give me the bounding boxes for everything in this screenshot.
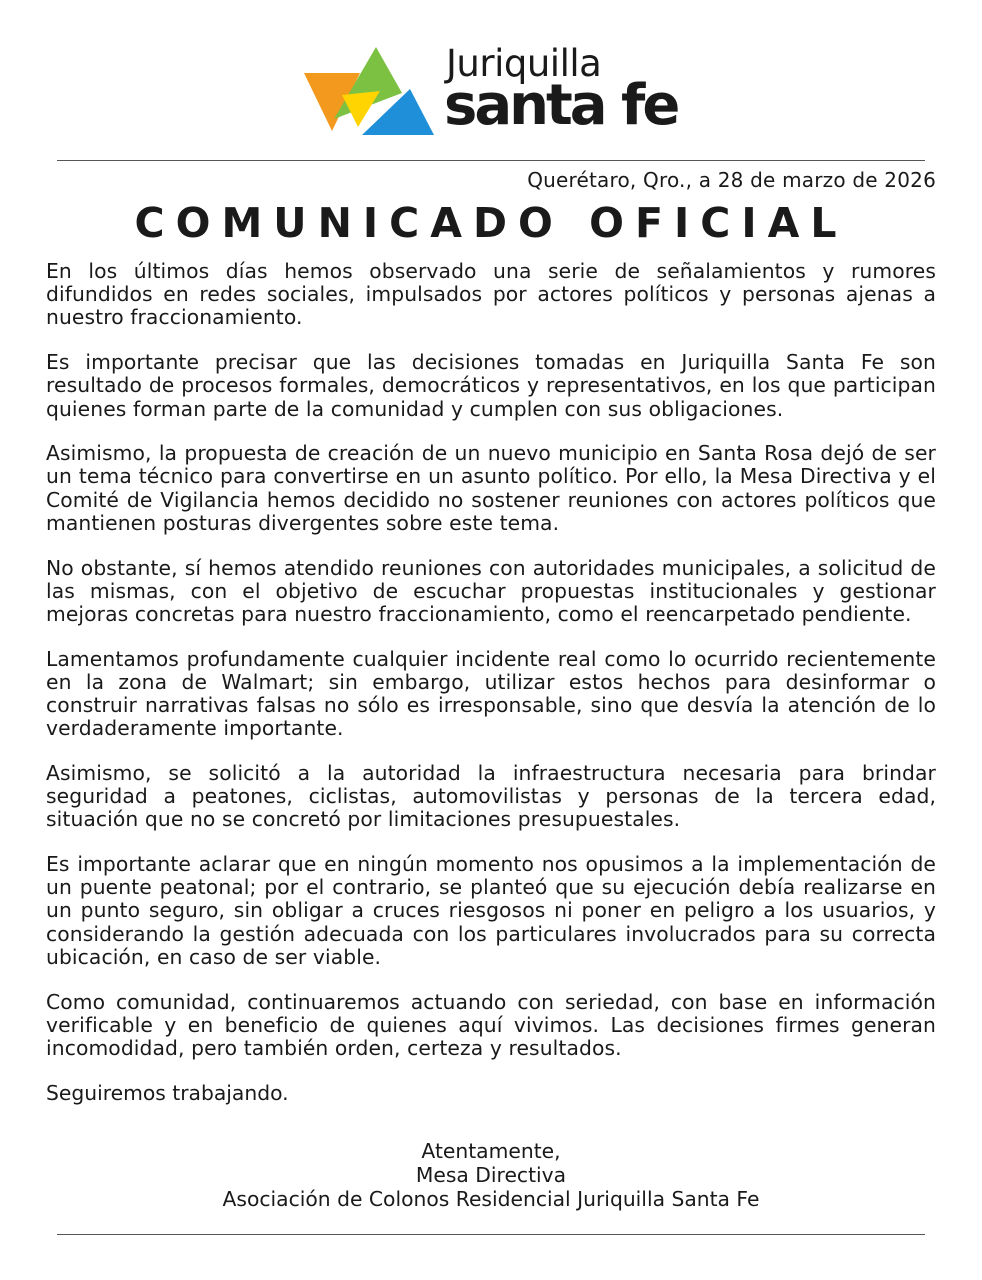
signature-salutation: Atentamente, bbox=[421, 1139, 561, 1163]
document-body bbox=[46, 260, 936, 1105]
letterhead bbox=[0, 40, 982, 140]
closing-line: Seguiremos trabajando. bbox=[46, 1080, 289, 1105]
signature-signer: Mesa Directiva bbox=[415, 1163, 567, 1187]
top-divider bbox=[57, 160, 925, 161]
logo-triangles-icon bbox=[302, 45, 436, 137]
logo-wordmark-line2: santa fe bbox=[444, 73, 678, 138]
bottom-divider bbox=[57, 1234, 925, 1235]
paragraph-8: Como comunidad, continuaremos actuando con seriedad, con base en información verificable y en beneficio de quienes aquí vivimos. Las decisiones firmes generan incomodidad, pero también orden, certeza y resultados. bbox=[46, 989, 936, 1060]
paragraph-1: En los últimos días hemos observado una serie de señalamientos y rumores difundidos en redes sociales, impulsados por actores políticos y personas ajenas a nuestro fraccionamiento. bbox=[46, 259, 936, 330]
document-title: COMUNICADO OFICIAL bbox=[134, 199, 848, 247]
paragraph-6: Asimismo, se solicitó a la autoridad la infraestructura necesaria para brindar seguridad a peatones, ciclistas, automovilistas y personas de la tercera edad, situación que no se concretó por limitaciones presupuestales. bbox=[46, 760, 936, 832]
paragraph-3: Asimismo, la propuesta de creación de un nuevo municipio en Santa Rosa dejó de ser un tema técnico para convertirse en un asunto político. Por ello, la Mesa Directiva y el Comité de Vigilancia hemos decidido no sostener reuniones con actores políticos que mantienen posturas divergentes sobre este tema. bbox=[46, 441, 936, 535]
paragraph-7: Es importante aclarar que en ningún momento nos opusimos a la implementación de un puente peatonal; por el contrario, se planteó que su ejecución debía realizarse en un punto seguro, sin obligar a cruces riesgosos ni poner en peligro a los usuarios, y considerando la gestión adecuada con los particulares involucrados para su correcta ubicación, en caso de ser viable. bbox=[46, 852, 936, 969]
paragraph-4: No obstante, sí hemos atendido reuniones con autoridades municipales, a solicitud de las mismas, con el objetivo de escuchar propuestas institucionales y gestionar mejoras concretas para nuestro fraccionamiento, como el reencarpetado pendiente. bbox=[46, 555, 936, 626]
paragraph-2: Es importante precisar que las decisiones tomadas en Juriquilla Santa Fe son resultado de procesos formales, democráticos y representativos, en los que participan quienes forman parte de la comunidad y cumplen con sus obligaciones. bbox=[46, 350, 936, 421]
logo-wordmark-line1: Juriquilla bbox=[446, 42, 602, 85]
signature-block bbox=[0, 1139, 982, 1211]
paragraph-5: Lamentamos profundamente cualquier incidente real como lo ocurrido recientemente en la zona de Walmart; sin embargo, utilizar estos hechos para desinformar o construir narrativas falsas no sólo es irresponsable, sino que desvía la atención de lo verdaderamente importante. bbox=[46, 646, 936, 741]
place-date: Querétaro, Qro., a 28 de marzo de 2026 bbox=[527, 168, 936, 192]
signature-organization: Asociación de Colonos Residencial Juriquilla Santa Fe bbox=[222, 1187, 760, 1211]
